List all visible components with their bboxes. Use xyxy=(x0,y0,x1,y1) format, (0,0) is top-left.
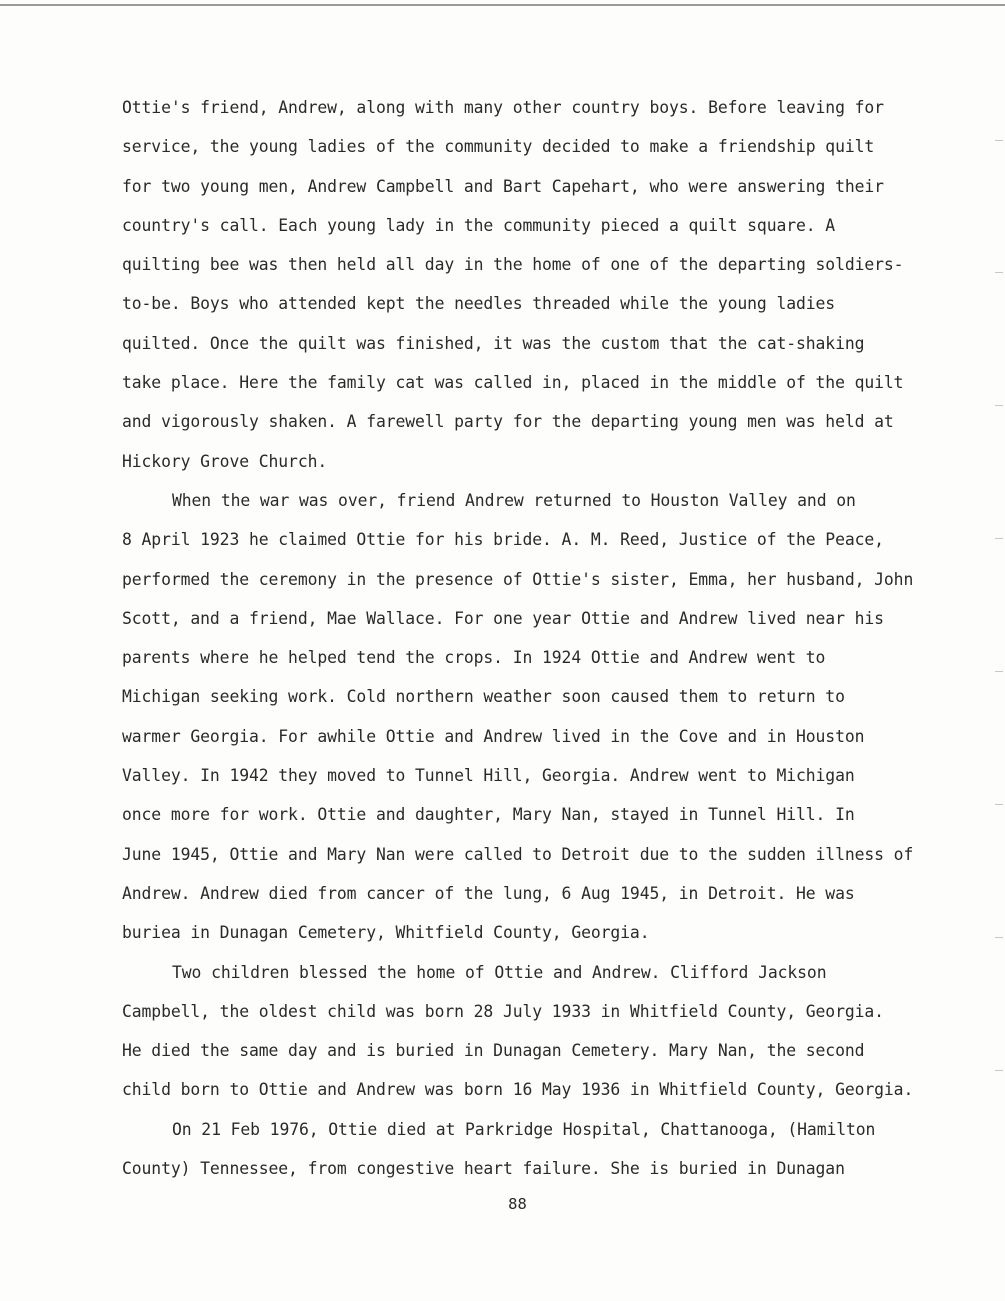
text-line: to-be. Boys who attended kept the needles threaded while the young ladies xyxy=(122,294,836,314)
text-line: June 1945, Ottie and Mary Nan were called to Detroit due to the sudden illness of xyxy=(122,844,914,864)
margin-mark xyxy=(995,1070,1003,1071)
text-line: quilting bee was then held all day in the home of one of the departing soldiers- xyxy=(122,255,904,275)
text-line: and vigorously shaken. A farewell party for the departing young men was held at xyxy=(122,412,894,432)
text-line: Andrew. Andrew died from cancer of the lung, 6 Aug 1945, in Detroit. He was xyxy=(122,883,855,903)
text-line: Ottie's friend, Andrew, along with many other country boys. Before leaving for xyxy=(122,98,884,117)
paragraph-start-line: On 21 Feb 1976, Ottie died at Parkridge Hospital, Chattanooga, (Hamilton xyxy=(172,1119,876,1139)
text-line: Hickory Grove Church. xyxy=(122,451,328,471)
text-line: Valley. In 1942 they moved to Tunnel Hill, Georgia. Andrew went to Michigan xyxy=(122,766,855,786)
text-line: service, the young ladies of the community decided to make a friendship quilt xyxy=(122,137,875,157)
text-line: He died the same day and is buried in Dunagan Cemetery. Mary Nan, the second xyxy=(122,1041,865,1061)
text-line: Scott, and a friend, Mae Wallace. For one year Ottie and Andrew lived near his xyxy=(122,608,884,628)
paragraph-start-line: When the war was over, friend Andrew returned to Houston Valley and on xyxy=(172,490,856,510)
text-line: performed the ceremony in the presence of Ottie's sister, Emma, her husband, John xyxy=(122,569,914,589)
body-text xyxy=(122,96,932,1196)
text-line: quilted. Once the quilt was finished, it was the custom that the cat-shaking xyxy=(122,333,865,353)
text-line: 8 April 1923 he claimed Ottie for his bride. A. M. Reed, Justice of the Peace, xyxy=(122,530,884,550)
text-line: warmer Georgia. For awhile Ottie and Andrew lived in the Cove and in Houston xyxy=(122,726,865,746)
paragraph-start-line: Two children blessed the home of Ottie and Andrew. Clifford Jackson xyxy=(172,962,827,982)
margin-mark xyxy=(995,804,1003,805)
text-line: Campbell, the oldest child was born 28 July 1933 in Whitfield County, Georgia. xyxy=(122,1001,884,1021)
text-line: Michigan seeking work. Cold northern weather soon caused them to return to xyxy=(122,687,845,707)
text-line: for two young men, Andrew Campbell and Bart Capehart, who were answering their xyxy=(122,176,884,196)
text-line: once more for work. Ottie and daughter, Mary Nan, stayed in Tunnel Hill. In xyxy=(122,805,855,825)
text-line: County) Tennessee, from congestive heart failure. She is buried in Dunagan xyxy=(122,1159,845,1179)
text-line: child born to Ottie and Andrew was born 16 May 1936 in Whitfield County, Georgia. xyxy=(122,1080,914,1100)
top-edge-rule xyxy=(0,4,1005,6)
margin-mark xyxy=(995,405,1003,406)
margin-mark xyxy=(995,671,1003,672)
text-line: parents where he helped tend the crops. In 1924 Ottie and Andrew went to xyxy=(122,648,826,668)
margin-mark xyxy=(995,937,1003,938)
text-line: take place. Here the family cat was called in, placed in the middle of the quilt xyxy=(122,373,904,393)
text-line: country's call. Each young lady in the community pieced a quilt square. A xyxy=(122,215,836,235)
text-line: buriea in Dunagan Cemetery, Whitfield County, Georgia. xyxy=(122,923,650,943)
page-number: 88 xyxy=(508,1195,527,1213)
margin-mark xyxy=(995,140,1003,141)
margin-mark xyxy=(995,272,1003,273)
margin-mark xyxy=(995,538,1003,539)
